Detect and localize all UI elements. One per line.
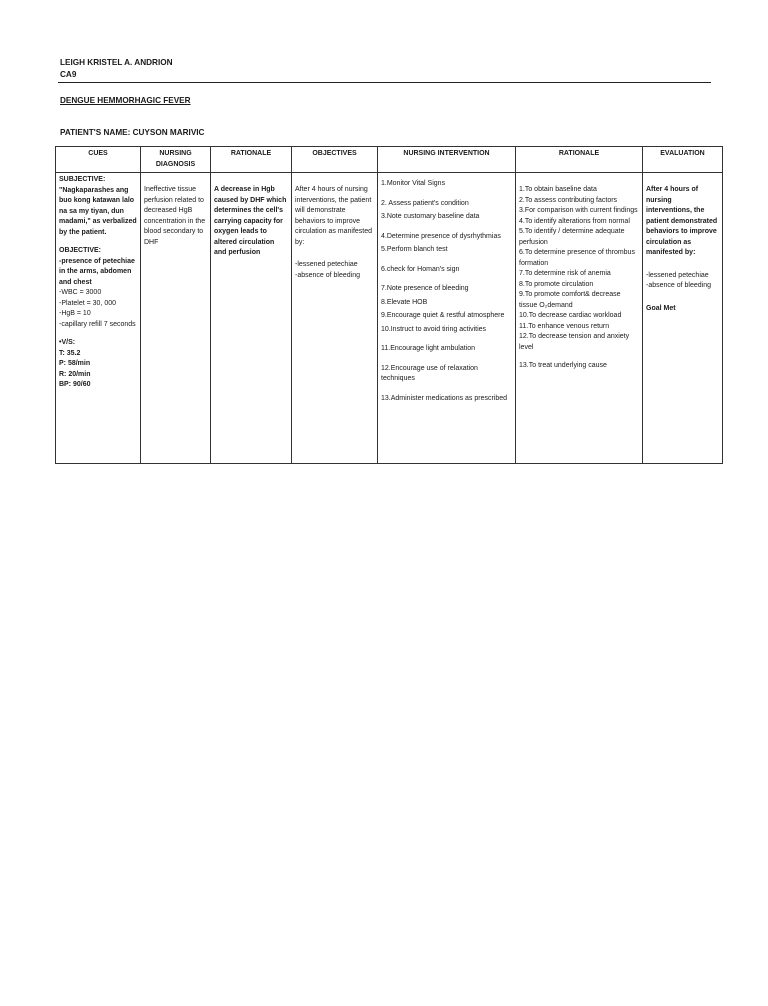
intervention-item: 11.Encourage light ambulation	[381, 345, 476, 352]
rationale-item: 12.To decrease tension and anxiety level	[519, 333, 630, 351]
diagnosis-text: Ineffective tissue perfusion related to decreased HgB concentration in the blood secondary to DHF	[144, 186, 206, 246]
col-header-evaluation: EVALUATION	[643, 147, 723, 173]
evaluation-intro: After 4 hours of nursing interventions, the patient demonstrated behaviors to improve circulation as manifested by:	[646, 186, 718, 256]
intervention-item: 8.Elevate HOB	[381, 298, 428, 306]
evaluation-item: -lessened petechiae	[646, 271, 709, 279]
objective-text: -presence of petechiae in the arms, abdomen and chest	[59, 257, 135, 286]
cues-cell	[56, 173, 141, 464]
evaluation-result: Goal Met	[646, 304, 676, 312]
intervention-item: 9.Encourage quiet & restful atmosphere	[381, 312, 505, 319]
care-plan-table	[55, 146, 723, 464]
subjective-label: SUBJECTIVE:	[59, 176, 106, 183]
vital-sign: BP: 90/60	[59, 381, 91, 388]
objective-item: -lessened petechiae	[295, 261, 358, 268]
spacer	[646, 292, 719, 304]
intervention-item: 1.Monitor Vital Signs	[381, 180, 446, 187]
rationale-item: 3.For comparison with current findings	[519, 207, 638, 214]
intervention-item: 6.check for Homan's sign	[381, 265, 460, 273]
diagnosis-cell	[141, 173, 211, 464]
rationale-item: 11.To enhance venous return	[519, 322, 610, 330]
rationale-item: 7.To determine risk of anemia	[519, 270, 611, 277]
patient-name: PATIENT'S NAME: CUYSON MARIVIC	[60, 128, 205, 137]
vital-sign: P: 58/min	[59, 360, 91, 367]
intervention-item: 10.Instruct to avoid tiring activities	[381, 325, 487, 333]
header-divider	[58, 82, 711, 83]
lab-value: -capillary refill 7 seconds	[59, 320, 136, 328]
intervention-item: 4.Determine presence of dysrhythmias	[381, 232, 501, 240]
intervention-item: 12.Encourage use of relaxation techniques	[381, 364, 478, 382]
rationale-item: 4.To identify alterations from normal	[519, 217, 630, 225]
vital-sign: T: 35.2	[59, 349, 81, 357]
rationale-item: 6.To determine presence of thrombus formation	[519, 249, 635, 267]
vitals-label: •V/S:	[59, 339, 76, 346]
table-header-row	[56, 147, 723, 173]
rationale-cell	[211, 173, 292, 464]
intervention-item: 3.Note customary baseline data	[381, 213, 480, 220]
objectives-cell	[292, 173, 378, 464]
spacer	[59, 330, 137, 338]
vital-sign: R: 20/min	[59, 370, 91, 378]
spacer	[295, 248, 374, 260]
evaluation-cell	[643, 173, 723, 464]
rationale-2-cell	[516, 173, 643, 464]
lab-value: -HgB = 10	[59, 310, 91, 317]
col-header-rationale-2: RATIONALE	[516, 147, 643, 173]
spacer	[519, 353, 639, 361]
rationale-item: 1.To obtain baseline data	[519, 186, 597, 193]
objectives-intro: After 4 hours of nursing interventions, the patient will demonstrate behaviors to improve circulation as manifested by:	[295, 186, 373, 246]
document-title: DENGUE HEMMORHAGIC FEVER	[60, 96, 191, 105]
rationale-item: 13.To treat underlying cause	[519, 362, 607, 369]
col-header-objectives: OBJECTIVES	[292, 147, 378, 173]
col-header-cues: CUES	[56, 147, 141, 173]
rationale-item: 8.To promote circulation	[519, 280, 594, 288]
rationale-item: 5.To identify / determine adequate perfusion	[519, 228, 625, 246]
author-name: LEIGH KRISTEL A. ANDRION	[60, 58, 173, 67]
subjective-text: "Nagkaparashes ang buo kong katawan lalo na sa my tiyan, dun madami," as verbalized by the patient.	[59, 186, 137, 236]
intervention-item: 2. Assess patient's condition	[381, 199, 469, 207]
lab-value: -Platelet = 30, 000	[59, 299, 117, 307]
objective-item: -absence of bleeding	[295, 271, 360, 279]
rationale-item: 10.To decrease cardiac workload	[519, 312, 622, 319]
table-row	[56, 173, 723, 464]
spacer	[59, 238, 137, 246]
lab-value: -WBC = 3000	[59, 289, 102, 296]
intervention-item: 13.Administer medications as prescribed	[381, 394, 508, 402]
intervention-cell	[378, 173, 516, 464]
evaluation-item: -absence of bleeding	[646, 282, 711, 289]
col-header-diagnosis: NURSING DIAGNOSIS	[141, 147, 211, 173]
rationale-text: A decrease in Hgb caused by DHF which determines the cell's carrying capacity for oxygen leads to altered circulation and perfusion	[214, 186, 287, 256]
spacer	[646, 259, 719, 271]
rationale-item: 2.To assess contributing factors	[519, 196, 618, 204]
objective-label: OBJECTIVE:	[59, 247, 102, 254]
col-header-intervention: NURSING INTERVENTION	[378, 147, 516, 173]
section-code: CA9	[60, 70, 77, 79]
intervention-item: 5.Perform blanch test	[381, 246, 448, 253]
intervention-item: 7.Note presence of bleeding	[381, 285, 469, 292]
rationale-item: 9.To promote comfort& decrease tissue O₂demand	[519, 291, 621, 309]
col-header-rationale: RATIONALE	[211, 147, 292, 173]
